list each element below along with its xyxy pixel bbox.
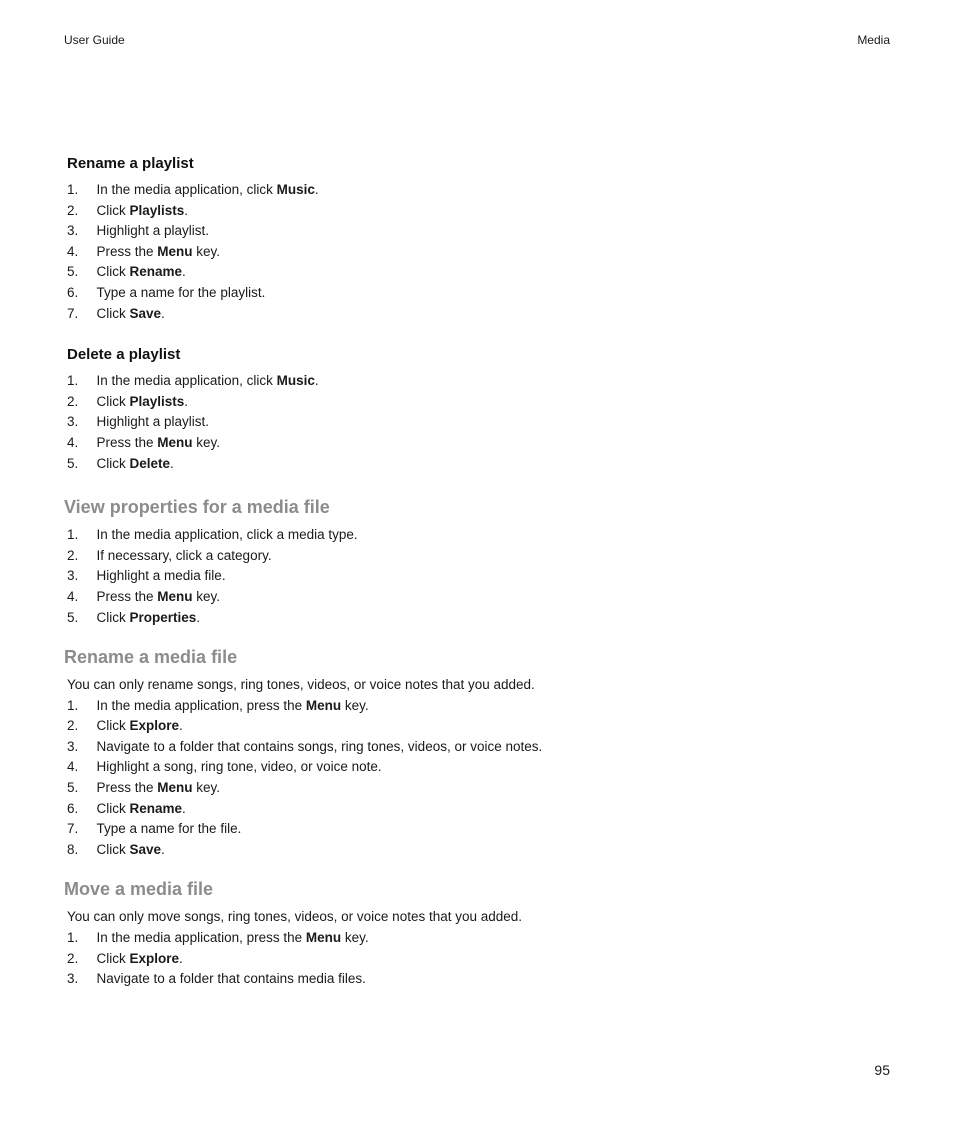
section-heading: Rename a media file: [64, 647, 238, 668]
step-number: 5.: [67, 455, 79, 471]
section-intro: You can only rename songs, ring tones, videos, or voice notes that you added.: [67, 677, 535, 693]
step-text: Click: [96, 800, 130, 816]
step-number: 2.: [67, 718, 79, 734]
step-text: key.: [192, 588, 221, 604]
step-item: [67, 304, 884, 325]
ui-term: Menu: [305, 930, 342, 946]
section-3: [64, 645, 884, 860]
section-intro: You can only move songs, ring tones, videos, or voice notes that you added.: [67, 909, 523, 925]
step-item: [67, 928, 884, 949]
step-item: [67, 412, 884, 433]
step-item: [67, 737, 884, 758]
step-item: [67, 454, 884, 475]
step-item: [67, 696, 884, 717]
section-4: [64, 877, 884, 989]
step-item: [67, 283, 884, 304]
step-number: 1.: [67, 930, 79, 946]
step-number: 4.: [67, 434, 79, 450]
step-number: 5.: [67, 264, 79, 280]
step-number: 3.: [67, 568, 79, 584]
ui-term: Rename: [129, 264, 183, 280]
ui-term: Menu: [157, 780, 193, 796]
ui-term: Music: [276, 182, 315, 197]
step-item: [67, 757, 884, 778]
step-number: 1.: [67, 182, 79, 197]
step-item: [67, 180, 884, 201]
step-text: Highlight a playlist.: [96, 223, 210, 239]
step-item: [67, 392, 884, 413]
ui-term: Save: [129, 841, 162, 857]
step-number: 7.: [67, 821, 79, 837]
ui-term: Menu: [157, 243, 193, 259]
step-text: .: [182, 264, 186, 280]
step-item: [67, 242, 884, 263]
document-body: [64, 154, 884, 1007]
step-text: Click: [96, 609, 130, 625]
page-number: 95: [874, 1062, 890, 1078]
step-text: Type a name for the file.: [96, 821, 242, 837]
step-text: Click: [96, 305, 130, 321]
step-list: [64, 180, 884, 324]
step-item: [67, 566, 884, 587]
step-text: Navigate to a folder that contains songs, ring tones, videos, or voice notes.: [96, 738, 543, 754]
step-text: Click: [96, 841, 130, 857]
step-item: [67, 433, 884, 454]
step-text: Type a name for the playlist.: [96, 284, 266, 300]
step-text: Press the: [96, 588, 158, 604]
step-item: [67, 525, 884, 546]
step-item: [67, 799, 884, 820]
subsection-heading: Rename a playlist: [67, 155, 194, 172]
step-text: Click: [96, 455, 130, 471]
step-text: In the media application, click: [96, 373, 277, 389]
section-0: [64, 154, 884, 324]
step-text: .: [179, 950, 183, 966]
ui-term: Playlists: [129, 202, 185, 218]
step-text: .: [196, 609, 201, 625]
step-number: 6.: [67, 800, 79, 816]
step-number: 2.: [67, 950, 79, 966]
step-text: .: [161, 305, 165, 321]
step-list: [64, 525, 884, 628]
ui-term: Explore: [129, 950, 180, 966]
step-item: [67, 778, 884, 799]
ui-term: Playlists: [129, 393, 185, 409]
step-list: [64, 928, 884, 990]
step-item: [67, 969, 884, 990]
running-header-left: User Guide: [64, 33, 125, 47]
step-item: [67, 819, 884, 840]
step-list: [64, 696, 884, 861]
step-number: 3.: [67, 971, 79, 987]
step-item: [67, 587, 884, 608]
ui-term: Menu: [157, 434, 193, 450]
step-text: key.: [192, 434, 221, 450]
step-text: .: [314, 373, 319, 389]
step-text: In the media application, click a media type.: [96, 527, 358, 543]
step-number: 4.: [67, 759, 79, 775]
step-text: .: [184, 393, 189, 409]
step-text: Press the: [96, 243, 158, 259]
step-text: .: [161, 841, 165, 857]
step-text: Click: [96, 950, 130, 966]
step-list: [64, 371, 884, 474]
ui-term: Properties: [129, 609, 197, 625]
step-text: .: [314, 182, 319, 197]
step-text: .: [179, 718, 183, 734]
step-text: key.: [341, 930, 369, 946]
step-item: [67, 840, 884, 861]
step-item: [67, 716, 884, 737]
step-text: Press the: [96, 434, 158, 450]
running-header-right: Media: [857, 33, 890, 47]
step-text: .: [170, 455, 174, 471]
step-item: [67, 949, 884, 970]
ui-term: Save: [129, 305, 162, 321]
section-2: [64, 495, 884, 628]
section-heading: Move a media file: [64, 879, 214, 900]
step-text: .: [182, 800, 186, 816]
step-number: 2.: [67, 547, 79, 563]
step-text: In the media application, press the: [96, 697, 306, 713]
step-text: Highlight a media file.: [96, 568, 226, 584]
step-item: [67, 221, 884, 242]
step-text: Highlight a playlist.: [96, 414, 210, 430]
step-text: key.: [192, 780, 221, 796]
step-text: Click: [96, 393, 130, 409]
step-text: In the media application, press the: [96, 930, 306, 946]
step-number: 5.: [67, 609, 79, 625]
step-item: [67, 262, 884, 283]
step-number: 1.: [67, 527, 79, 543]
step-text: Click: [96, 718, 130, 734]
step-number: 4.: [67, 243, 79, 259]
step-number: 7.: [67, 305, 79, 321]
step-number: 3.: [67, 738, 79, 754]
step-number: 1.: [67, 697, 79, 713]
step-text: Click: [96, 202, 130, 218]
step-item: [67, 546, 884, 567]
ui-term: Music: [276, 373, 315, 389]
step-text: key.: [341, 697, 369, 713]
ui-term: Menu: [305, 697, 342, 713]
step-text: Press the: [96, 780, 158, 796]
ui-term: Delete: [129, 455, 171, 471]
step-number: 3.: [67, 223, 79, 239]
step-number: 5.: [67, 780, 79, 796]
ui-term: Menu: [157, 588, 193, 604]
step-text: Highlight a song, ring tone, video, or voice note.: [96, 759, 382, 775]
step-number: 2.: [67, 393, 79, 409]
step-number: 2.: [67, 202, 79, 218]
ui-term: Rename: [129, 800, 183, 816]
step-text: If necessary, click a category.: [96, 547, 272, 563]
step-number: 3.: [67, 414, 79, 430]
step-text: Click: [96, 264, 130, 280]
step-text: .: [184, 202, 189, 218]
ui-term: Explore: [129, 718, 180, 734]
section-heading: View properties for a media file: [64, 497, 330, 518]
step-item: [67, 201, 884, 222]
step-text: key.: [192, 243, 221, 259]
step-number: 1.: [67, 373, 79, 389]
step-text: Navigate to a folder that contains media files.: [96, 971, 366, 987]
step-item: [67, 371, 884, 392]
subsection-heading: Delete a playlist: [67, 346, 181, 364]
step-text: In the media application, click: [96, 182, 277, 197]
step-number: 4.: [67, 588, 79, 604]
step-number: 8.: [67, 841, 79, 857]
section-1: [64, 345, 884, 474]
step-number: 6.: [67, 284, 79, 300]
step-item: [67, 608, 884, 629]
